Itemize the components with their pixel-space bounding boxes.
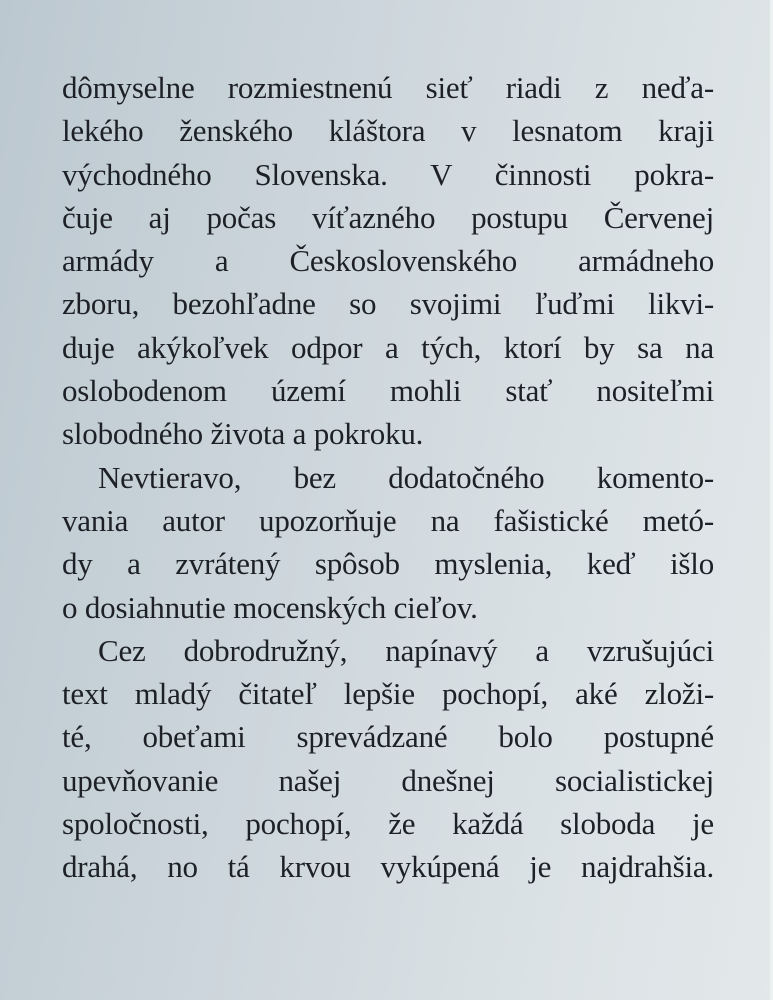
text-line: upevňovanie našej dnešnej socialistickej xyxy=(62,762,714,798)
paragraph-2 xyxy=(62,456,714,629)
text-line: Cez dobrodružný, napínavý a vzrušujúci xyxy=(98,632,714,668)
text-line: oslobodenom území mohli stať nositeľmi xyxy=(62,373,714,409)
text-line: o dosiahnutie mocenských cieľov. xyxy=(62,589,478,625)
paragraph-3 xyxy=(62,629,714,889)
text-line: duje akýkoľvek odpor a tých, ktorí by sa na xyxy=(62,329,714,365)
text-line: té, obeťami sprevádzané bolo postupné xyxy=(62,719,714,755)
text-line: armády a Československého armádneho xyxy=(62,243,714,279)
text-line: slobodného života a pokroku. xyxy=(62,416,424,452)
text-line: text mladý čitateľ lepšie pochopí, aké zloži- xyxy=(62,676,714,712)
text-line: dômyselne rozmiestnenú sieť riadi z neďa- xyxy=(62,70,714,105)
text-line: vania autor upozorňuje na fašistické metó- xyxy=(62,502,714,538)
text-line: východného Slovenska. V činnosti pokra- xyxy=(62,156,714,192)
paragraph-1 xyxy=(62,66,714,456)
book-page-text xyxy=(62,66,714,889)
text-line: zboru, bezohľadne so svojimi ľuďmi likvi- xyxy=(62,286,714,322)
text-line: drahá, no tá krvou vykúpená je najdrahšia. xyxy=(62,849,714,885)
text-line: Nevtieravo, bez dodatočného komento- xyxy=(98,459,714,495)
text-line: lekého ženského kláštora v lesnatom kraji xyxy=(62,113,714,149)
text-line: dy a zvrátený spôsob myslenia, keď išlo xyxy=(62,546,714,582)
text-line: čuje aj počas víťazného postupu Červenej xyxy=(62,199,714,235)
text-line: spoločnosti, pochopí, že každá sloboda je xyxy=(62,806,714,842)
